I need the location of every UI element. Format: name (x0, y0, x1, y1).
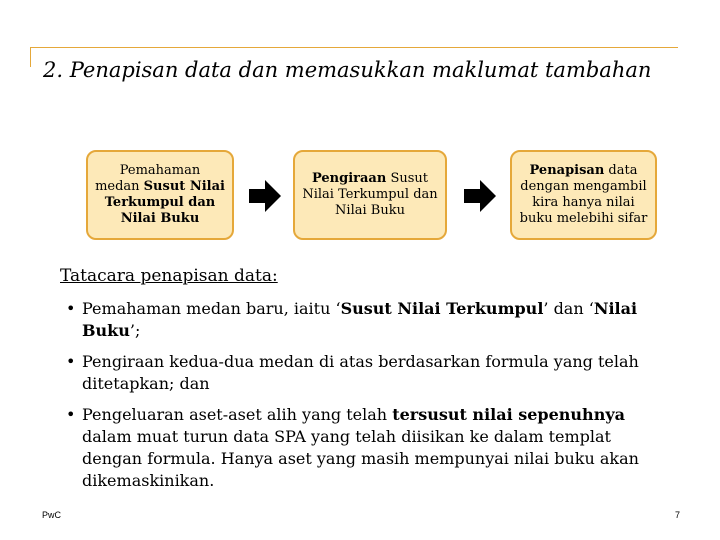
list-item (64, 351, 674, 395)
bullet-dot-icon: • (66, 352, 76, 371)
flow-step-3-text: data dengan mengambil kira hanya nilai buku melebihi sifar (519, 163, 648, 226)
bullet-3-text-2: dalam muat turun data SPA yang telah diisikan ke dalam templat dengan formula. Hanya aset yang masih mempunyai nilai buku akan dikemaskinikan. (82, 427, 639, 490)
bullet-1-text: Pemahaman medan baru, iaitu ‘ (82, 299, 341, 318)
list-item (64, 404, 674, 492)
bullet-1-text-3: ’; (129, 321, 141, 340)
footer-brand: PwC (42, 510, 62, 520)
flow-step-1-prefix: medan (95, 179, 144, 194)
flow-step-1-bold: Susut Nilai Terkumpul dan Nilai Buku (104, 179, 225, 226)
flow-step-filtering (510, 150, 657, 240)
bullet-dot-icon: • (66, 299, 76, 318)
flow-step-1-label: Pemahaman (119, 163, 201, 178)
header-rule (30, 47, 678, 48)
bullet-1-bold-1: Susut Nilai Terkumpul (340, 299, 544, 318)
flow-step-understanding (86, 150, 234, 240)
header-corner-rule (30, 47, 31, 67)
bullet-dot-icon: • (66, 405, 76, 424)
slide-title: 2. Penapisan data dan memasukkan maklumat tambahan (43, 58, 652, 82)
steps-heading: Tatacara penapisan data: (60, 266, 278, 286)
bullet-3-bold: tersusut nilai sepenuhnya (392, 405, 625, 424)
flow-step-2-bold: Pengiraan (311, 171, 387, 186)
page-number: 7 (674, 510, 680, 520)
bullet-1-bold-2: Nilai Buku (82, 299, 638, 340)
bullet-3-text: Pengeluaran aset-aset alih yang telah (82, 405, 393, 424)
flow-step-calculation (293, 150, 447, 240)
arrow-right-icon (247, 178, 283, 214)
flow-step-2-text: Susut Nilai Terkumpul dan Nilai Buku (302, 171, 438, 218)
steps-list (64, 298, 674, 501)
bullet-1-text-2: ’ dan ‘ (543, 299, 594, 318)
bullet-2-text: Pengiraan kedua-dua medan di atas berdasarkan formula yang telah ditetapkan; dan (82, 352, 639, 393)
list-item (64, 298, 674, 342)
flow-step-3-bold: Penapisan (529, 163, 605, 178)
arrow-right-icon (462, 178, 498, 214)
